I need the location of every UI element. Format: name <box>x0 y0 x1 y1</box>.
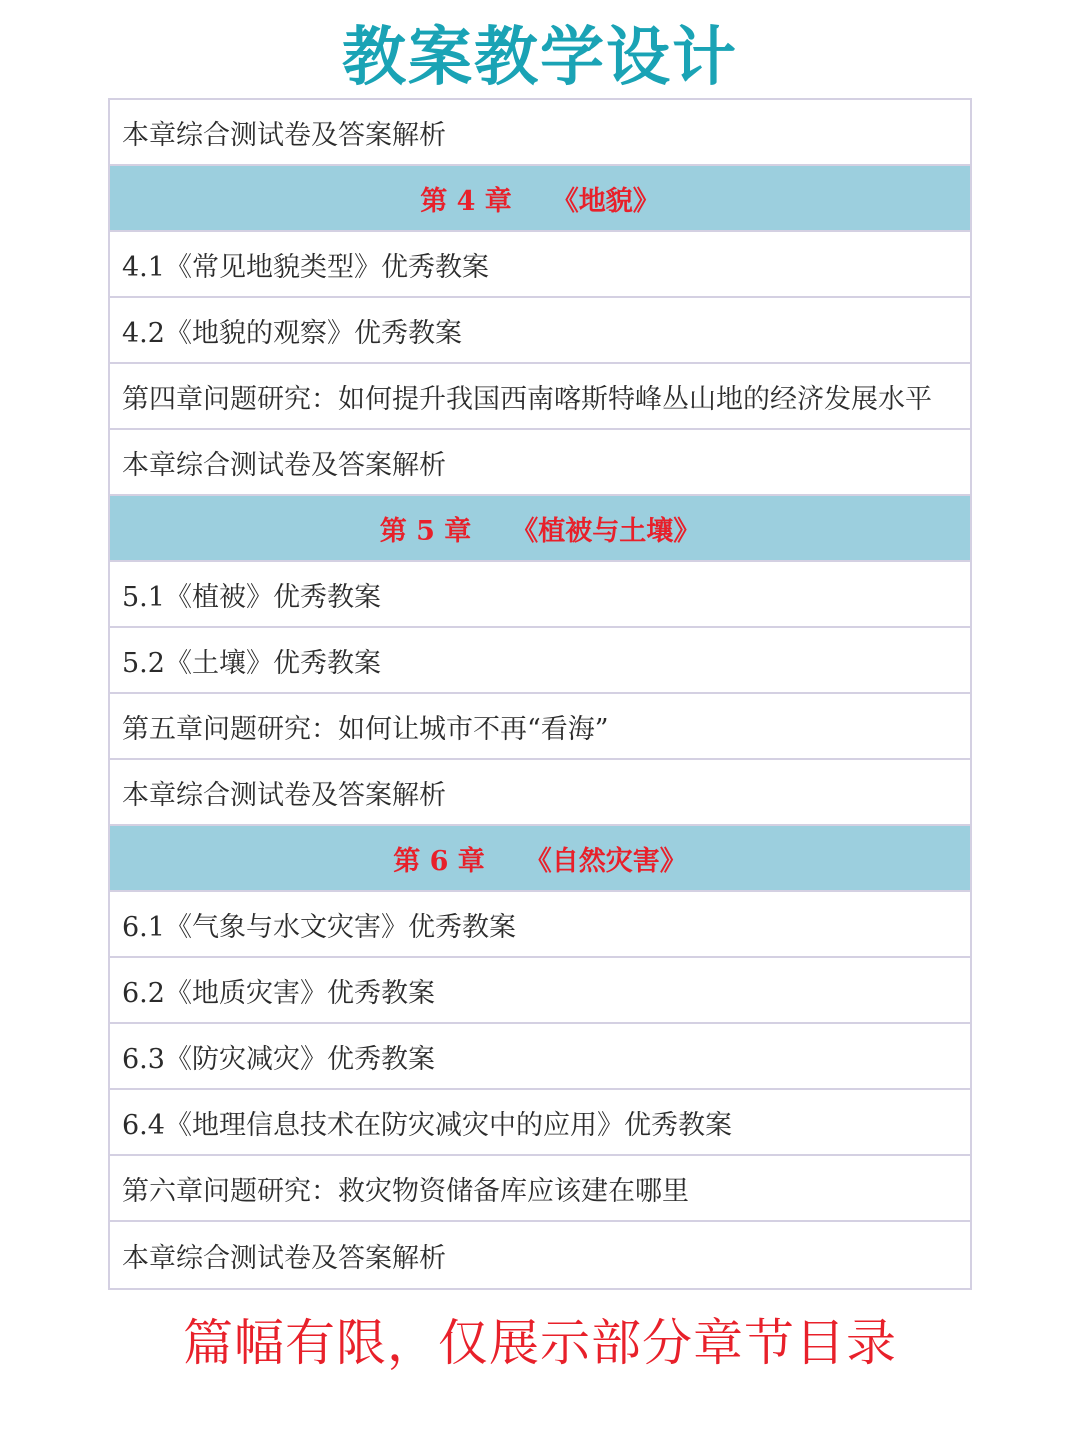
toc-item-text: 4.2《地貌的观察》优秀教案 <box>122 317 462 349</box>
footer-note: 篇幅有限，仅展示部分章节目录 <box>183 1314 897 1372</box>
toc-item-text: 5.2《土壤》优秀教案 <box>122 647 381 679</box>
toc-item-text: 6.4《地理信息技术在防灾减灾中的应用》优秀教案 <box>122 1109 732 1141</box>
toc-item-row <box>110 628 970 694</box>
toc-table <box>108 98 972 1290</box>
toc-item-text: 第五章问题研究：如何让城市不再“看海” <box>122 713 609 745</box>
chapter-number: 第 4 章 <box>420 185 512 217</box>
toc-item-row <box>110 1222 970 1288</box>
toc-item-text: 本章综合测试卷及答案解析 <box>122 1242 446 1274</box>
chapter-header-row <box>110 496 970 562</box>
toc-item-row <box>110 694 970 760</box>
toc-item-text: 本章综合测试卷及答案解析 <box>122 119 446 151</box>
chapter-name: 《地貌》 <box>551 185 660 217</box>
toc-item-row <box>110 232 970 298</box>
toc-item-row <box>110 364 970 430</box>
toc-item-row <box>110 958 970 1024</box>
toc-item-row <box>110 562 970 628</box>
page-title: 教案教学设计 <box>342 21 738 95</box>
toc-item-text: 第四章问题研究：如何提升我国西南喀斯特峰丛山地的经济发展水平 <box>122 383 932 415</box>
chapter-name: 《植被与土壤》 <box>511 515 701 547</box>
toc-item-row <box>110 760 970 826</box>
toc-item-text: 6.2《地质灾害》优秀教案 <box>122 977 435 1009</box>
toc-item-text: 本章综合测试卷及答案解析 <box>122 449 446 481</box>
chapter-header-row <box>110 166 970 232</box>
toc-item-row <box>110 892 970 958</box>
toc-item-text: 4.1《常见地貌类型》优秀教案 <box>122 251 489 283</box>
chapter-name: 《自然灾害》 <box>524 845 687 877</box>
toc-item-text: 5.1《植被》优秀教案 <box>122 581 381 613</box>
toc-item-row <box>110 1156 970 1222</box>
toc-item-row <box>110 430 970 496</box>
toc-item-row <box>110 1024 970 1090</box>
chapter-number: 第 5 章 <box>379 515 472 547</box>
toc-item-row <box>110 100 970 166</box>
toc-item-row <box>110 1090 970 1156</box>
toc-item-text: 本章综合测试卷及答案解析 <box>122 779 446 811</box>
toc-item-text: 6.3《防灾减灾》优秀教案 <box>122 1043 435 1075</box>
toc-item-text: 第六章问题研究：救灾物资储备库应该建在哪里 <box>122 1175 689 1207</box>
toc-item-text: 6.1《气象与水文灾害》优秀教案 <box>122 911 516 943</box>
toc-item-row <box>110 298 970 364</box>
chapter-header-row <box>110 826 970 892</box>
chapter-number: 第 6 章 <box>393 845 485 877</box>
